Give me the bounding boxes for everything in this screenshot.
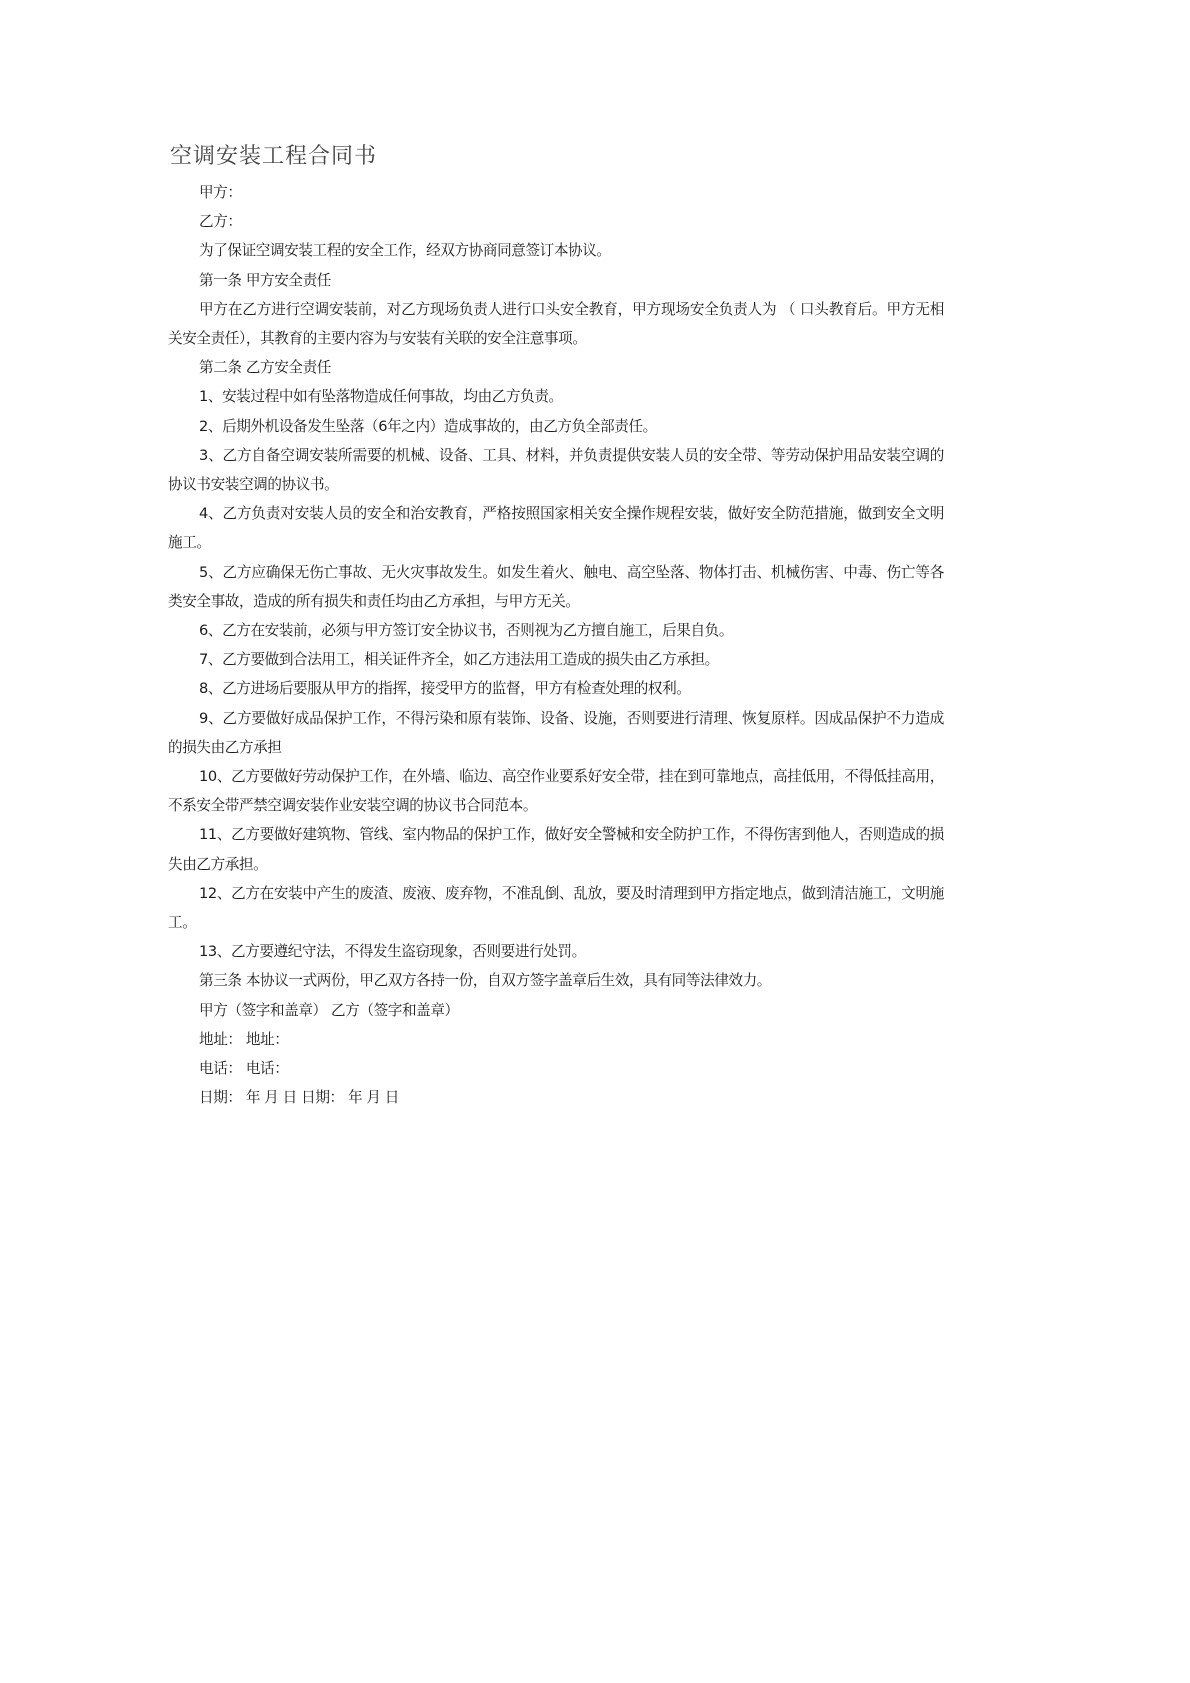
- address-line: 地址： 地址：: [199, 1030, 289, 1048]
- document-page: [168, 140, 944, 1113]
- date-line: 日期： 年 月 日 日期： 年 月 日: [199, 1089, 399, 1107]
- document-title: 空调安装工程合同书: [170, 144, 378, 169]
- article-3: 第三条 本协议一式两份，甲乙双方各持一份，自双方签字盖章后生效，具有同等法律效力。: [199, 972, 771, 990]
- clause-10: 10、乙方要做好劳动保护工作，在外墙、临边、高空作业要系好安全带，挂在到可靠地点，高挂低用，不得低挂高用，不系安全带严禁空调安装作业安装空调的协议书合同范本。: [168, 768, 944, 815]
- clause-13: 13、乙方要遵纪守法，不得发生盗窃现象，否则要进行处罚。: [199, 943, 586, 961]
- clause-7: 7、乙方要做到合法用工，相关证件齐全，如乙方违法用工造成的损失由乙方承担。: [199, 651, 719, 669]
- clause-12: 12、乙方在安装中产生的废渣、废液、废弃物，不准乱倒、乱放，要及时清理到甲方指定地点，做到清洁施工，文明施工。: [168, 884, 944, 932]
- preamble: 为了保证空调安装工程的安全工作，经双方协商同意签订本协议。: [199, 242, 611, 260]
- article-1-heading: 第一条 甲方安全责任: [199, 271, 331, 289]
- clause-11: 11、乙方要做好建筑物、管线、室内物品的保护工作，做好安全警械和安全防护工作，不得伤害到他人，否则造成的损失由乙方承担。: [168, 826, 944, 873]
- clause-9: 9、乙方要做好成品保护工作，不得污染和原有装饰、设备、设施，否则要进行清理、恢复原样。因成品保护不力造成的损失由乙方承担: [168, 709, 944, 756]
- party-a-line: 甲方：: [199, 184, 242, 201]
- article-1-body: 甲方在乙方进行空调安装前，对乙方现场负责人进行口头安全教育，甲方现场安全负责人为 （ 口头教育后。甲方无相关安全责任），其教育的主要内容为与安装有关联的安全注意事项。: [168, 300, 944, 348]
- clause-5: 5、乙方应确保无伤亡事故、无火灾事故发生。如发生着火、触电、高空坠落、物体打击、机械伤害、中毒、伤亡等各类安全事故，造成的所有损失和责任均由乙方承担，与甲方无关。: [168, 563, 944, 610]
- party-b-line: 乙方：: [199, 213, 242, 231]
- signature-line: 甲方（签字和盖章） 乙方（签字和盖章）: [199, 1001, 459, 1019]
- clause-2: 2、后期外机设备发生坠落（6年之内）造成事故的，由乙方负全部责任。: [199, 417, 657, 435]
- clause-4: 4、乙方负责对安装人员的安全和治安教育，严格按照国家相关安全操作规程安装，做好安全防范措施，做到安全文明施工。: [168, 505, 944, 552]
- clause-3: 3、乙方自备空调安装所需要的机械、设备、工具、材料，并负责提供安装人员的安全带、等劳动保护用品安装空调的协议书安装空调的协议书。: [168, 446, 944, 494]
- clause-8: 8、乙方进场后要服从甲方的指挥，接受甲方的监督，甲方有检查处理的权利。: [199, 680, 691, 698]
- phone-line: 电话： 电话：: [199, 1060, 289, 1078]
- clause-1: 1、安装过程中如有坠落物造成任何事故，均由乙方负责。: [199, 388, 563, 406]
- article-2-heading: 第二条 乙方安全责任: [199, 359, 331, 377]
- clause-6: 6、乙方在安装前，必须与甲方签订安全协议书，否则视为乙方擅自施工，后果自负。: [199, 622, 734, 640]
